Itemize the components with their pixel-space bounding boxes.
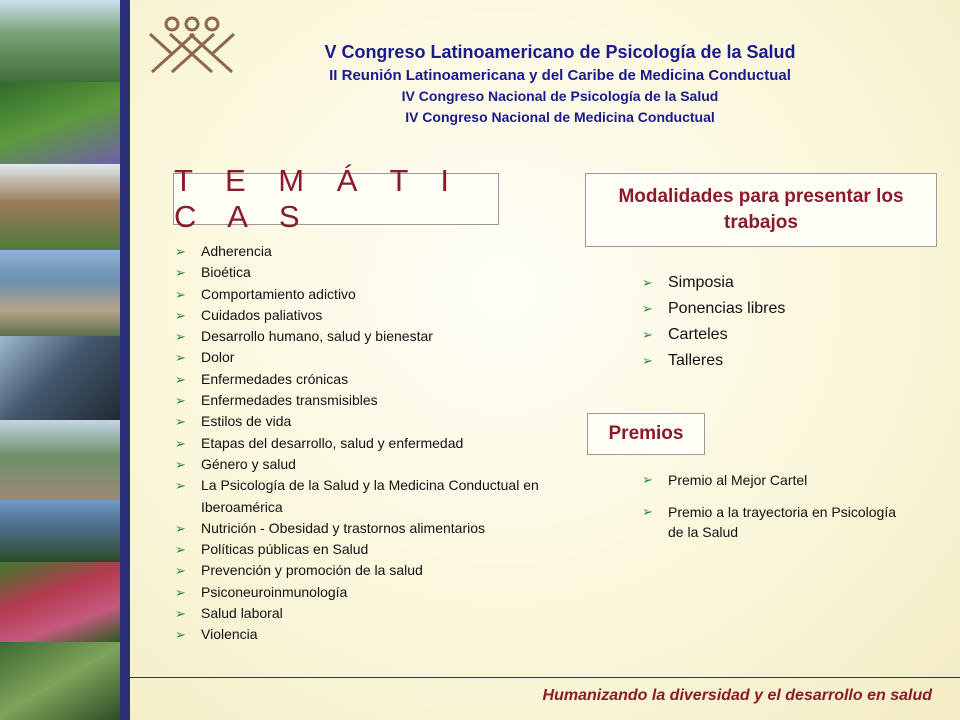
- modalidad-item: [642, 322, 922, 348]
- tematica-item-text: Desarrollo humano, salud y bienestar: [201, 328, 433, 345]
- arrow-bullet-icon: ➢: [175, 435, 186, 451]
- arrow-bullet-icon: ➢: [642, 327, 653, 342]
- modalidad-item-text: Ponencias libres: [668, 300, 786, 317]
- modalidades-list: [642, 270, 922, 374]
- tematica-item: [175, 284, 560, 305]
- tematica-item: [175, 241, 560, 262]
- arrow-bullet-icon: ➢: [175, 563, 186, 579]
- footer-divider: [130, 677, 960, 678]
- arrow-bullet-icon: ➢: [175, 478, 186, 494]
- modalidad-item: [642, 296, 922, 322]
- modalidad-item: [642, 270, 922, 296]
- arrow-bullet-icon: ➢: [175, 393, 186, 409]
- arrow-bullet-icon: ➢: [175, 329, 186, 345]
- tematica-item: [175, 624, 560, 645]
- tematica-item-text: Enfermedades crónicas: [201, 370, 349, 387]
- header-line-3: IV Congreso Nacional de Psicología de la Salud: [401, 88, 719, 104]
- premio-item-text: Premio al Mejor Cartel: [668, 472, 808, 488]
- header-line-2: II Reunión Latinoamericana y del Caribe de Medicina Conductual: [329, 67, 791, 84]
- tematica-item: [175, 539, 560, 560]
- modalidad-item-text: Carteles: [668, 326, 728, 343]
- modalidades-title: Modalidades para presentar los trabajos: [585, 173, 937, 247]
- arrow-bullet-icon: ➢: [642, 353, 653, 368]
- arrow-bullet-icon: ➢: [175, 265, 186, 281]
- tematica-item-text: Prevención y promoción de la salud: [201, 562, 423, 579]
- photo-mountain: [0, 500, 120, 562]
- photo-city-hills: [0, 420, 120, 500]
- tematicas-list: [175, 241, 560, 646]
- congress-logo-icon: [142, 14, 238, 76]
- arrow-bullet-icon: ➢: [642, 275, 653, 290]
- vertical-divider: [120, 0, 130, 720]
- header-line-4: IV Congreso Nacional de Medicina Conductual: [405, 109, 715, 125]
- tematica-item: [175, 475, 560, 518]
- arrow-bullet-icon: ➢: [175, 627, 186, 643]
- photo-butterfly: [0, 642, 120, 720]
- arrow-bullet-icon: ➢: [175, 414, 186, 430]
- header-line-1: V Congreso Latinoamericano de Psicología de la Salud: [324, 42, 796, 62]
- modalidad-item-text: Simposia: [668, 274, 734, 291]
- tematica-item: [175, 262, 560, 283]
- premio-item: [642, 470, 902, 490]
- tematica-item-text: Políticas públicas en Salud: [201, 541, 369, 558]
- photo-mountain-valley: [0, 0, 120, 82]
- photo-red-flowers: [0, 562, 120, 642]
- premios-list: [642, 470, 902, 554]
- arrow-bullet-icon: ➢: [642, 301, 653, 316]
- arrow-bullet-icon: ➢: [175, 350, 186, 366]
- tematica-item-text: La Psicología de la Salud y la Medicina Conductual en Iberoamérica: [201, 477, 539, 515]
- tematica-item-text: Violencia: [201, 626, 258, 643]
- tematica-item: [175, 433, 560, 454]
- tematica-item: [175, 454, 560, 475]
- tematica-item: [175, 518, 560, 539]
- tematica-item-text: Género y salud: [201, 455, 296, 472]
- tematica-item: [175, 582, 560, 603]
- tematica-item: [175, 390, 560, 411]
- congress-header: [230, 40, 890, 128]
- tematica-item-text: Psiconeuroinmunología: [201, 583, 348, 600]
- arrow-bullet-icon: ➢: [175, 456, 186, 472]
- tematica-item-text: Adherencia: [201, 243, 272, 259]
- tematica-item-text: Etapas del desarrollo, salud y enfermedad: [201, 434, 464, 451]
- arrow-bullet-icon: ➢: [175, 584, 186, 600]
- tematica-item-text: Cuidados paliativos: [201, 306, 323, 323]
- tematica-item-text: Bioética: [201, 264, 251, 281]
- tematica-item: [175, 560, 560, 581]
- tematica-item-text: Nutrición - Obesidad y trastornos alimentarios: [201, 519, 486, 536]
- tematica-item-text: Dolor: [201, 349, 235, 366]
- premios-title: Premios: [587, 413, 705, 455]
- arrow-bullet-icon: ➢: [175, 371, 186, 387]
- tematica-item-text: Enfermedades transmisibles: [201, 392, 378, 409]
- arrow-bullet-icon: ➢: [642, 472, 653, 487]
- arrow-bullet-icon: ➢: [175, 244, 186, 259]
- tematica-item-text: Comportamiento adictivo: [201, 285, 356, 302]
- premio-item-text: Premio a la trayectoria en Psicología de la Salud: [668, 504, 896, 540]
- photo-flowers: [0, 82, 120, 164]
- arrow-bullet-icon: ➢: [642, 504, 653, 519]
- modalidad-item-text: Talleres: [668, 352, 724, 369]
- tematica-item-text: Estilos de vida: [201, 413, 292, 430]
- arrow-bullet-icon: ➢: [175, 542, 186, 558]
- arrow-bullet-icon: ➢: [175, 606, 186, 622]
- arrow-bullet-icon: ➢: [175, 520, 186, 536]
- photo-cablecar: [0, 164, 120, 250]
- tematica-item: [175, 347, 560, 368]
- footer-slogan: Humanizando la diversidad y el desarrollo en salud: [542, 687, 932, 704]
- tematica-item: [175, 305, 560, 326]
- premio-item: [642, 502, 902, 542]
- photo-city: [0, 250, 120, 336]
- arrow-bullet-icon: ➢: [175, 286, 186, 302]
- tematica-item: [175, 326, 560, 347]
- tematica-item-text: Salud laboral: [201, 605, 283, 622]
- tematica-item: [175, 369, 560, 390]
- modalidad-item: [642, 348, 922, 374]
- arrow-bullet-icon: ➢: [175, 307, 186, 323]
- photo-building: [0, 336, 120, 420]
- tematicas-title: T E M Á T I C A S: [173, 173, 499, 225]
- tematica-item: [175, 411, 560, 432]
- tematica-item: [175, 603, 560, 624]
- photo-strip: [0, 0, 120, 720]
